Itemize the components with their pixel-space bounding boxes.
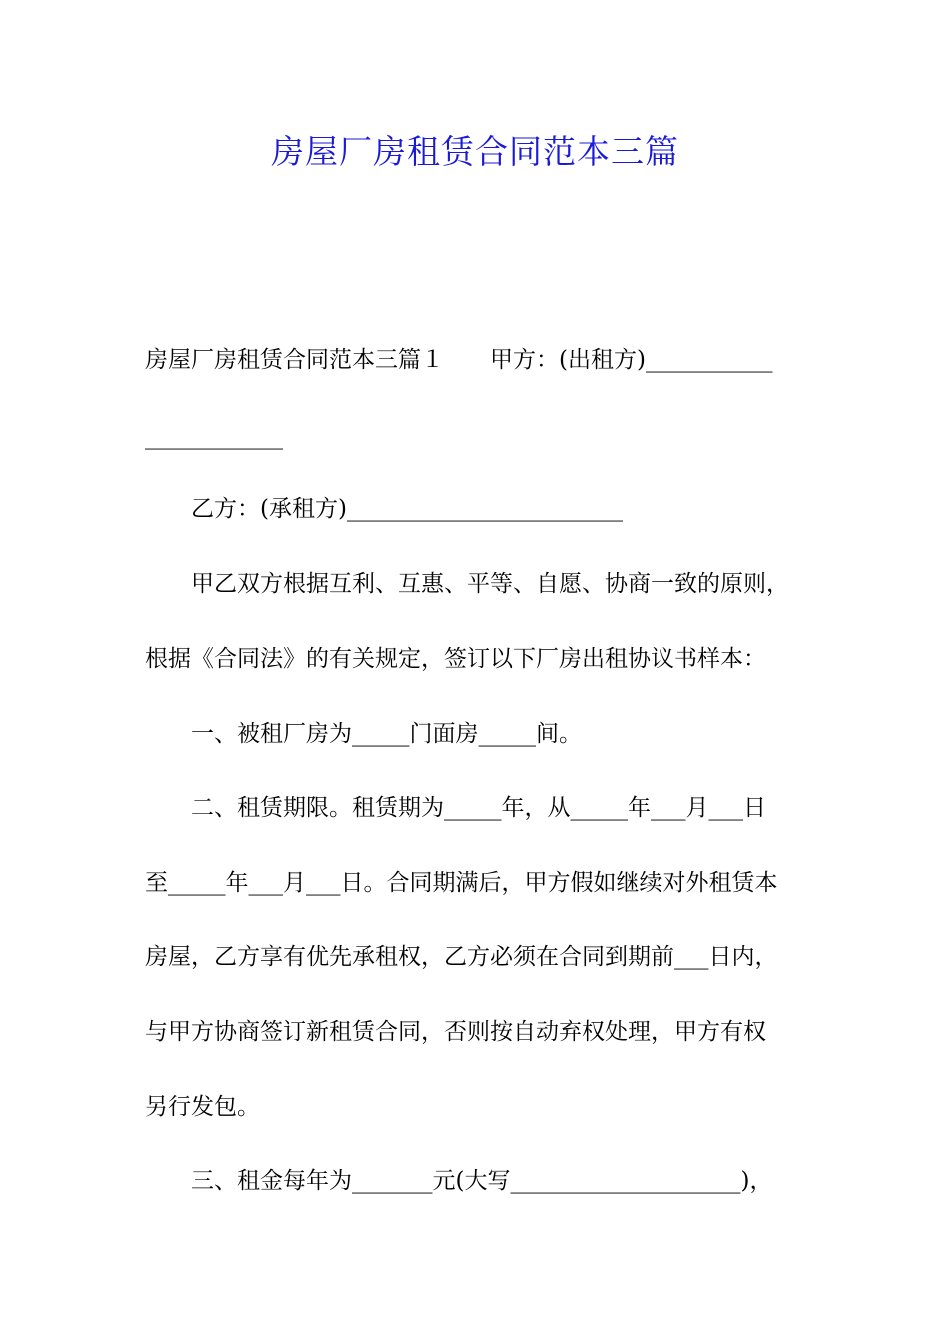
- paragraph-line-10: 与甲方协商签订新租赁合同，否则按自动弃权处理，甲方有权: [145, 1019, 766, 1045]
- paragraph-line-4: 甲乙双方根据互利、互惠、平等、自愿、协商一致的原则，: [145, 571, 789, 597]
- paragraph-line-5: 根据《合同法》的有关规定，签订以下厂房出租协议书样本：: [145, 646, 766, 672]
- paragraph-line-1: 房屋厂房租赁合同范本三篇１ 甲方：(出租方)___________: [145, 347, 773, 373]
- paragraph-line-12: 三、租金每年为_______元(大写____________________)，: [145, 1168, 773, 1194]
- paragraph-line-7: 二、租赁期限。租赁期为_____年，从_____年___月___日: [145, 795, 766, 821]
- document-title: 房屋厂房租赁合同范本三篇: [271, 132, 679, 171]
- paragraph-line-11: 另行发包。: [145, 1094, 260, 1120]
- paragraph-line-3: 乙方：(承租方)________________________: [145, 496, 623, 522]
- paragraph-line-9: 房屋，乙方享有优先承租权，乙方必须在合同到期前___日内，: [145, 944, 778, 970]
- paragraph-line-6: 一、被租厂房为_____门面房_____间。: [145, 721, 582, 747]
- paragraph-line-2: ____________: [145, 424, 283, 450]
- paragraph-line-8: 至_____年___月___日。合同期满后，甲方假如继续对外租赁本: [145, 870, 778, 896]
